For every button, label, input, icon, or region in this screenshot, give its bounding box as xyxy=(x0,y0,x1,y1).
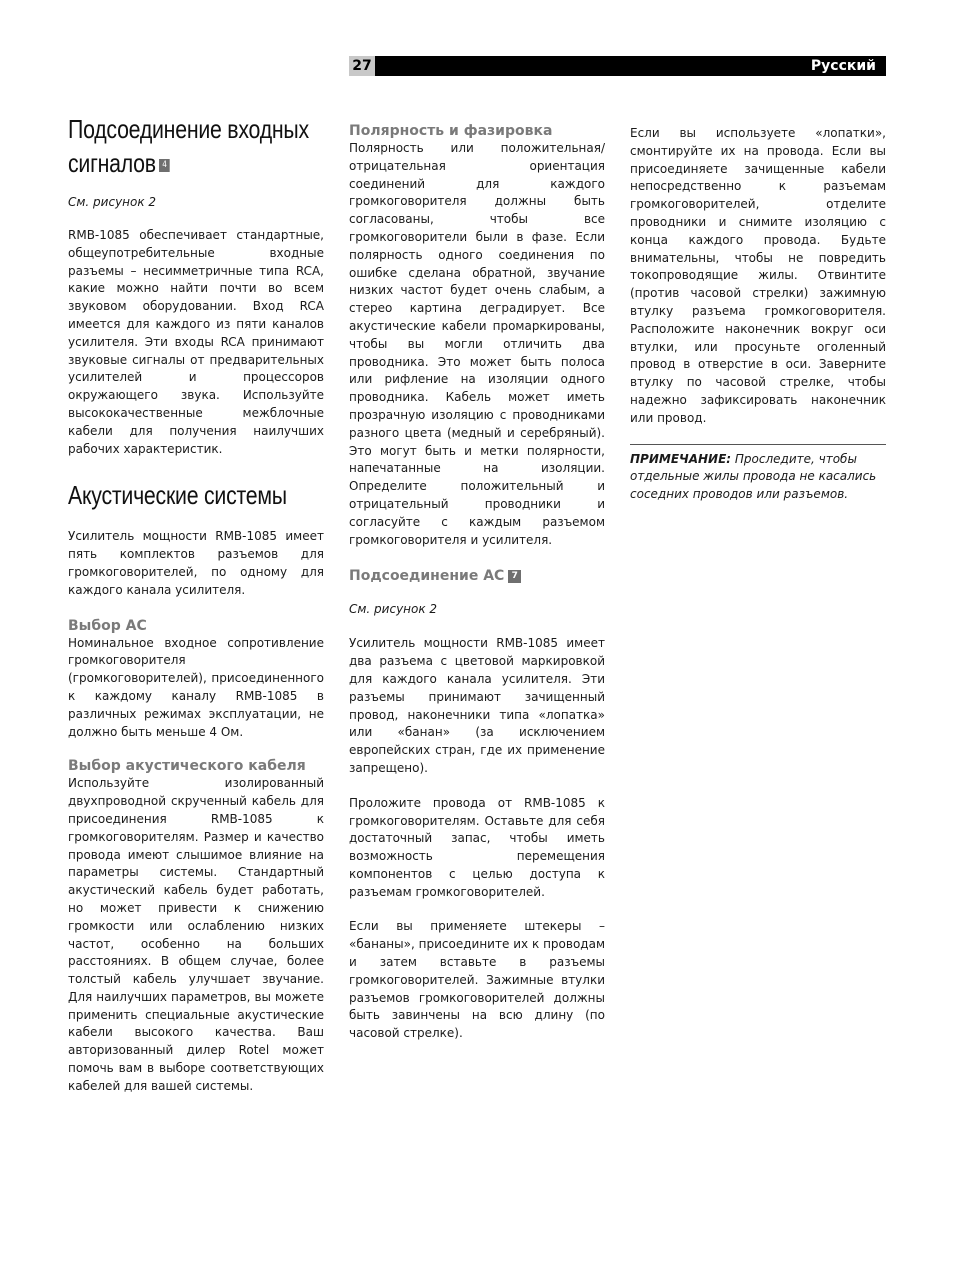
paragraph-inputs: RMB-1085 обеспечивает стандартные, общеупотребительные входные разъемы – несимметричные типа RCA, какие можно найти почти во всем звуковом оборудовании. Вход RCA имеется для каждого из пяти каналов усилителя. Эти входы RCA принимают звуковые сигналы от предварительных усилителей и процессоров окружающего звука. Используйте высококачественные межблочные кабели для получения наилучших рабочих характеристик. xyxy=(68,228,324,456)
figure-ref-badge: 4 xyxy=(159,159,170,172)
paragraph-spade-connectors: Если вы используете «лопатки», смонтируйте их на провода. Если вы присоединяете зачищенные кабели непосредственно к разъемам громкоговорителей, отделите проводники и снимите изоляцию с конца каждого провода. Будьте внимательны, чтобы не повредить токопроводящие жилы. Отвинтите (против часовой стрелки) зажимную втулку разъема громкоговорителя. Расположите наконечник вокруг оси втулки, или просуньте оголенный провод в отверстие в оси. Заверните втулку по часовой стрелке, чтобы надежно зафиксировать наконечник или провод. xyxy=(630,126,886,425)
column-3 xyxy=(630,125,886,503)
title-line-1: Подсоединение входных xyxy=(68,114,309,144)
see-figure-note: См. рисунок 2 xyxy=(68,195,157,209)
paragraph-connection-1: Усилитель мощности RMB-1085 имеет два разъема с цветовой маркировкой для каждого канала усилителя. Эти разъемы принимают зачищенный провод, наконечники типа «лопатка» или «банан» (за исключением европейских стран, где их применение запрещено). xyxy=(349,636,605,775)
note-text xyxy=(630,451,886,504)
paragraph-speaker-selection: Номинальное входное сопротивление громкоговорителя (громкоговорителей), присоединенного к каждому каналу RMB-1085 в различных режимах эксплуатации, не должно быть меньше 4 Ом. xyxy=(68,635,324,739)
subheading-speaker-selection: Выбор АС xyxy=(68,617,147,634)
note-label: ПРИМЕЧАНИЕ: xyxy=(630,451,732,466)
subheading-polarity: Полярность и фазировка xyxy=(349,123,553,139)
subheading-speaker-connection-text: Подсоединение АС xyxy=(349,568,505,585)
paragraph-polarity: Полярность или положительная/отрицательная ориентация соединений для каждого громкоговорителя должны быть согласованы, чтобы все громкоговорители были в фазе. Если полярность одного соединения по ошибке сделана обратной, звучание низких частот будет очень слабым, а стерео картина деградирует. Все акустические кабели промаркированы, чтобы вы могли отличить два проводника. Это может быть полоса или рифление на изоляции одного проводника. Кабель может иметь прозрачную изоляцию с проводниками разного цвета (медный и серебряный). Это могут быть и метки полярности, напечатанные на изоляции. Определите положительный и отрицательный проводники и согласуйте с каждым разъемом громкоговорителя и усилителя. xyxy=(349,141,605,547)
header-bar xyxy=(349,56,886,76)
note-box xyxy=(630,444,886,504)
figure-ref-badge: 7 xyxy=(508,570,521,583)
section-title-inputs xyxy=(68,112,324,180)
paragraph-connection-2: Проложите провода от RMB-1085 к громкоговорителям. Оставьте для себя достаточный запас, чтобы иметь возможность перемещения компонентов с целью доступа к разъемам громкоговорителей. xyxy=(349,795,605,899)
see-figure-note: См. рисунок 2 xyxy=(349,602,438,617)
paragraph-connection-3: Если вы применяете штекеры – «бананы», присоедините их к проводам и затем вставьте в разъемы громкоговорителей. Зажимные втулки разъемов громкоговорителей должны быть завинчены на всю длину (по часовой стрелке). xyxy=(349,919,605,1041)
section-title-speakers: Акустические системы xyxy=(68,480,287,511)
note-body: Проследите, чтобы отдельные жилы провода не касались соседних проводов или разъемов. xyxy=(630,451,877,501)
page-number: 27 xyxy=(349,56,375,76)
subheading-speaker-connection xyxy=(349,567,605,585)
paragraph-cable-selection: Используйте изолированный двухпроводной скрученный кабель для присоединения RMB-1085 к громкоговорителям. Размер и качество провода имеют слышимое влияние на параметры системы. Стандартный акустический кабель будет работать, но может привести к снижению громкости или ослаблению низких частот, особенно на больших расстояниях. В общем случае, более толстый кабель улучшает звучание. Для наилучших параметров, вы можете применить специальные акустические кабели высокого качества. Ваш авторизованный дилер Rotel может помочь вам в выборе соответствующих кабелей для вашей системы. xyxy=(68,776,324,1093)
column-1 xyxy=(68,112,324,1096)
column-2 xyxy=(349,122,605,1043)
title-line-2: сигналов xyxy=(68,148,156,178)
paragraph-speakers: Усилитель мощности RMB-1085 имеет пять комплектов разъемов для громкоговорителей, по одному для каждого канала усилителя. xyxy=(68,529,324,597)
subheading-cable-selection: Выбор акустического кабеля xyxy=(68,758,306,775)
language-label: Русский xyxy=(810,58,876,74)
